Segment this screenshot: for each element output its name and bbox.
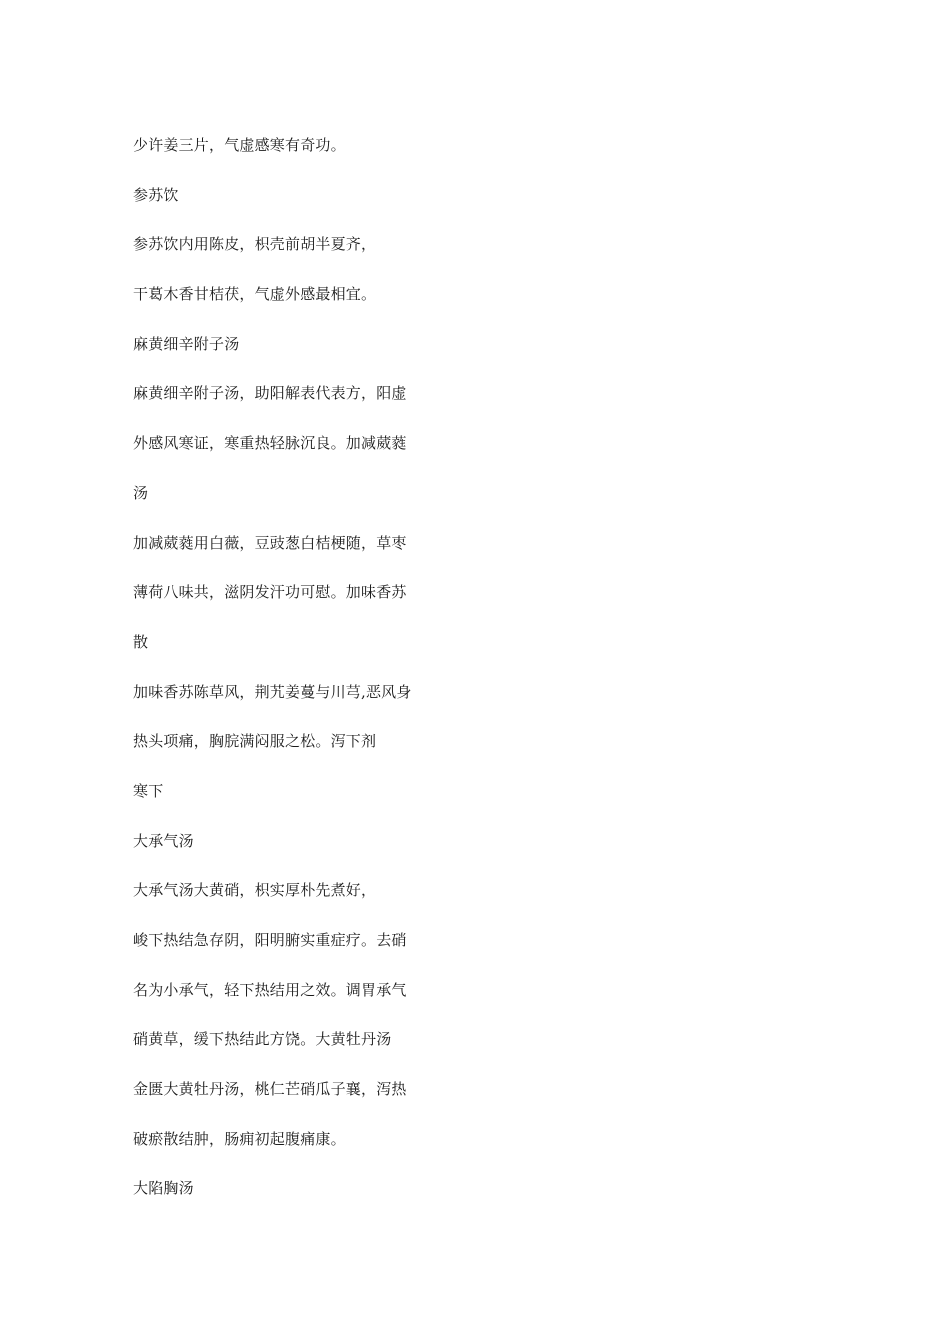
section-heading: 麻黄细辛附子汤	[133, 334, 240, 353]
text-body	[133, 133, 453, 1226]
section-heading: 大承气汤	[133, 831, 194, 850]
section-heading: 参苏饮	[133, 185, 179, 204]
text-line: 少许姜三片，气虚感寒有奇功。	[133, 136, 346, 154]
text-line: 硝黄草，缓下热结此方饶。大黄牡丹汤	[133, 1030, 392, 1049]
text-line: 峻下热结急存阴，阳明腑实重症疗。去硝	[133, 931, 407, 949]
text-line: 热头项痛，胸脘满闷服之松。泻下剂	[133, 732, 377, 751]
text-line: 加味香苏陈草风，荆艽姜蔓与川芎,恶风身	[133, 682, 412, 701]
section-heading: 大陷胸汤	[133, 1179, 194, 1198]
text-line: 干葛木香甘桔茯，气虚外感最相宜。	[133, 285, 377, 304]
text-line: 大承气汤大黄硝，枳实厚朴先煮好，	[133, 881, 377, 900]
text-line: 麻黄细辛附子汤，助阳解表代表方，阳虚	[133, 384, 407, 403]
section-heading: 寒下	[133, 781, 164, 800]
text-line: 散	[133, 632, 149, 651]
text-line: 薄荷八味共，滋阴发汗功可慰。加味香苏	[133, 583, 407, 602]
text-line: 金匮大黄牡丹汤，桃仁芒硝瓜子襄，泻热	[133, 1080, 407, 1099]
text-line: 汤	[133, 483, 149, 502]
text-line: 外感风寒证，寒重热轻脉沉良。加减葳蕤	[133, 434, 407, 453]
text-line: 名为小承气，轻下热结用之效。调胃承气	[133, 980, 407, 999]
text-line: 加减葳蕤用白薇，豆豉葱白桔梗随，草枣	[133, 533, 407, 552]
text-line: 参苏饮内用陈皮，枳壳前胡半夏齐，	[133, 235, 377, 254]
text-line: 破瘀散结肿，肠痈初起腹痛康。	[133, 1129, 346, 1148]
